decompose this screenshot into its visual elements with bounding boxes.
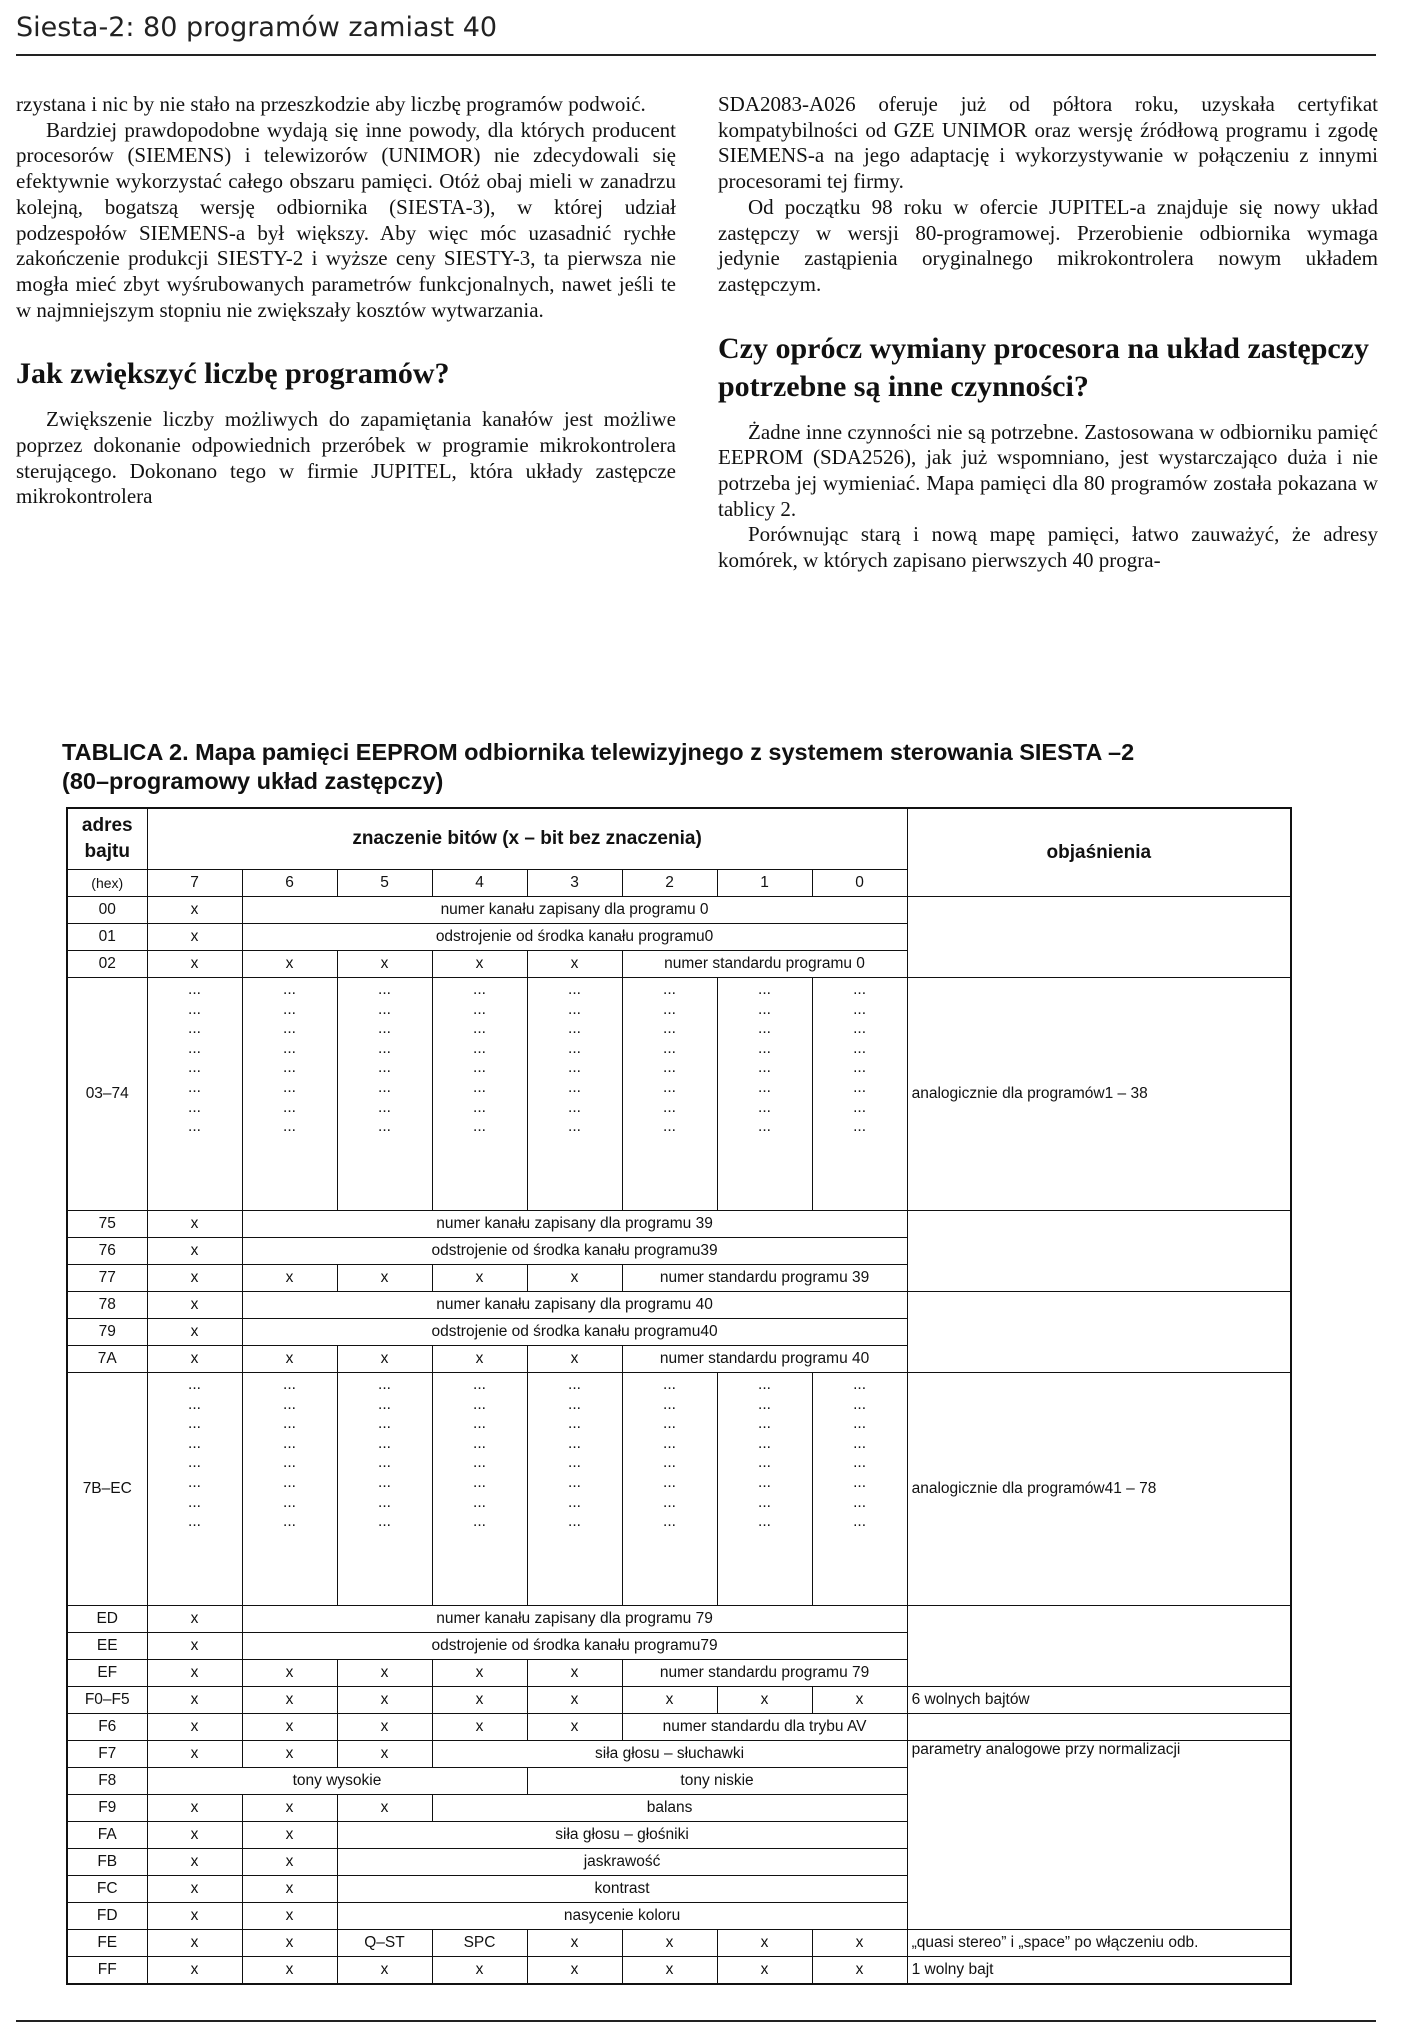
- meaning-cell: siła głosu – słuchawki: [432, 1741, 907, 1768]
- table-caption-line1: TABLICA 2. Mapa pamięci EEPROM odbiornika telewizyjnego z systemem sterowania SIESTA –2: [62, 739, 1135, 765]
- eeprom-memory-map-table: [66, 807, 1292, 1985]
- meaning-cell: odstrojenie od środka kanału programu79: [242, 1633, 907, 1660]
- table-row: [67, 1606, 1291, 1633]
- bit-3-header: 3: [527, 870, 622, 897]
- bit-cell: x: [812, 1930, 907, 1957]
- address-cell: 7B–EC: [67, 1373, 147, 1606]
- address-cell: FA: [67, 1822, 147, 1849]
- address-cell: 7A: [67, 1346, 147, 1373]
- table-row: [67, 1741, 1291, 1768]
- bit-cell: x: [337, 1687, 432, 1714]
- address-cell: F8: [67, 1768, 147, 1795]
- explanation-cell: [907, 897, 1291, 978]
- bit-cell: x: [337, 1741, 432, 1768]
- bit-cell: x: [147, 1265, 242, 1292]
- header-bit-meaning: znaczenie bitów (x – bit bez znaczenia): [147, 808, 907, 870]
- bit-cell: x: [527, 951, 622, 978]
- bit-cell: x: [337, 1265, 432, 1292]
- bit-cell: x: [527, 1930, 622, 1957]
- bit-cell: x: [527, 1265, 622, 1292]
- explanation-cell: [907, 1292, 1291, 1373]
- bit-cell: x: [527, 1346, 622, 1373]
- body-paragraph: Zwiększenie liczby możliwych do zapamiętania kanałów jest możliwe poprzez dokonanie odpowiednich przeróbek w programie mikrokontrolera sterującego. Dokonano tego w firmie JUPITEL, która układy zastępcze mikrokontrolera: [16, 407, 676, 509]
- table-caption-line2: (80–programowy układ zastępczy): [62, 768, 444, 794]
- bit-cell: x: [147, 1238, 242, 1265]
- bit-cell: x: [717, 1687, 812, 1714]
- bit-cell: x: [242, 1660, 337, 1687]
- explanation-cell: [907, 1606, 1291, 1687]
- bit-cell: x: [242, 1687, 337, 1714]
- bit-cell: x: [242, 1714, 337, 1741]
- bit-cell: x: [432, 1346, 527, 1373]
- ellipsis-cell: ... ... ... ... ... ... ... ...: [337, 1373, 432, 1606]
- explanation-cell: parametry analogowe przy normalizacji: [907, 1741, 1291, 1930]
- ellipsis-cell: ... ... ... ... ... ... ... ...: [622, 978, 717, 1211]
- bit-cell: x: [432, 951, 527, 978]
- address-cell: F7: [67, 1741, 147, 1768]
- running-header: Siesta-2: 80 programów zamiast 40: [16, 12, 498, 43]
- right-text-column: [718, 92, 1378, 574]
- table-row: [67, 1211, 1291, 1238]
- explanation-cell: [907, 1211, 1291, 1292]
- bit-cell: x: [147, 1633, 242, 1660]
- bit-cell: x: [147, 1741, 242, 1768]
- bit-cell: x: [147, 1822, 242, 1849]
- bit-cell: x: [147, 897, 242, 924]
- bit-cell: x: [147, 1930, 242, 1957]
- bit-cell: x: [527, 1687, 622, 1714]
- table-row: [67, 1292, 1291, 1319]
- bit-cell: x: [147, 1903, 242, 1930]
- bit-cell: x: [337, 1660, 432, 1687]
- bit-cell: x: [622, 1687, 717, 1714]
- meaning-cell: numer standardu programu 40: [622, 1346, 907, 1373]
- bit-cell: x: [147, 1957, 242, 1985]
- meaning-cell: odstrojenie od środka kanału programu0: [242, 924, 907, 951]
- bit-cell: x: [147, 1714, 242, 1741]
- bit-cell: x: [527, 1957, 622, 1985]
- table-caption: [62, 738, 1322, 796]
- address-cell: F9: [67, 1795, 147, 1822]
- meaning-cell: numer kanału zapisany dla programu 79: [242, 1606, 907, 1633]
- explanation-cell: „quasi stereo” i „space” po włączeniu odb.: [907, 1930, 1291, 1957]
- meaning-cell: nasycenie koloru: [337, 1903, 907, 1930]
- address-cell: 03–74: [67, 978, 147, 1211]
- bit-cell: x: [242, 1849, 337, 1876]
- bit-4-header: 4: [432, 870, 527, 897]
- ellipsis-cell: ... ... ... ... ... ... ... ...: [527, 1373, 622, 1606]
- meaning-cell: tony niskie: [527, 1768, 907, 1795]
- bit-cell: x: [242, 1876, 337, 1903]
- explanation-cell: 6 wolnych bajtów: [907, 1687, 1291, 1714]
- bit-cell: x: [147, 1687, 242, 1714]
- meaning-cell: numer kanału zapisany dla programu 40: [242, 1292, 907, 1319]
- address-cell: F0–F5: [67, 1687, 147, 1714]
- meaning-cell: tony wysokie: [147, 1768, 527, 1795]
- explanation-cell: analogicznie dla programów1 – 38: [907, 978, 1291, 1211]
- bit-cell: x: [147, 1606, 242, 1633]
- ellipsis-cell: ... ... ... ... ... ... ... ...: [527, 978, 622, 1211]
- ellipsis-cell: ... ... ... ... ... ... ... ...: [337, 978, 432, 1211]
- bit-cell: x: [337, 1957, 432, 1985]
- table-header-row: [67, 808, 1291, 870]
- meaning-cell: odstrojenie od środka kanału programu40: [242, 1319, 907, 1346]
- bit-cell: x: [147, 1795, 242, 1822]
- bit-cell: x: [147, 1849, 242, 1876]
- address-cell: F6: [67, 1714, 147, 1741]
- meaning-cell: numer kanału zapisany dla programu 39: [242, 1211, 907, 1238]
- header-rule: [16, 54, 1376, 56]
- bit-cell: x: [242, 1795, 337, 1822]
- table-row: [67, 1930, 1291, 1957]
- ellipsis-cell: ... ... ... ... ... ... ... ...: [812, 978, 907, 1211]
- bit-cell: x: [242, 1265, 337, 1292]
- bit-cell: x: [242, 951, 337, 978]
- table-row: [67, 978, 1291, 1211]
- bit-cell: x: [717, 1957, 812, 1985]
- bit-cell: SPC: [432, 1930, 527, 1957]
- address-cell: EE: [67, 1633, 147, 1660]
- bit-5-header: 5: [337, 870, 432, 897]
- ellipsis-cell: ... ... ... ... ... ... ... ...: [147, 978, 242, 1211]
- footer-rule: [16, 2020, 1376, 2022]
- table-row: [67, 897, 1291, 924]
- meaning-cell: jaskrawość: [337, 1849, 907, 1876]
- bit-cell: x: [432, 1957, 527, 1985]
- header-hex: (hex): [67, 870, 147, 897]
- meaning-cell: numer standardu dla trybu AV: [622, 1714, 907, 1741]
- ellipsis-cell: ... ... ... ... ... ... ... ...: [242, 978, 337, 1211]
- address-cell: 79: [67, 1319, 147, 1346]
- address-cell: 00: [67, 897, 147, 924]
- bit-cell: x: [147, 1292, 242, 1319]
- address-cell: FB: [67, 1849, 147, 1876]
- explanation-cell: 1 wolny bajt: [907, 1957, 1291, 1985]
- bit-cell: x: [527, 1714, 622, 1741]
- ellipsis-cell: ... ... ... ... ... ... ... ...: [147, 1373, 242, 1606]
- address-cell: 76: [67, 1238, 147, 1265]
- bit-cell: x: [242, 1346, 337, 1373]
- bit-cell: x: [812, 1687, 907, 1714]
- bit-cell: x: [147, 1346, 242, 1373]
- address-cell: ED: [67, 1606, 147, 1633]
- address-cell: 78: [67, 1292, 147, 1319]
- section-heading: Jak zwiększyć liczbę programów?: [16, 357, 450, 391]
- section-heading: Czy oprócz wymiany procesora na układ zastępczy potrzebne są inne czynności?: [718, 331, 1370, 403]
- left-text-column: [16, 92, 676, 510]
- address-cell: FD: [67, 1903, 147, 1930]
- ellipsis-cell: ... ... ... ... ... ... ... ...: [432, 1373, 527, 1606]
- meaning-cell: kontrast: [337, 1876, 907, 1903]
- bit-cell: x: [147, 1211, 242, 1238]
- bit-cell: x: [622, 1930, 717, 1957]
- bit-cell: x: [242, 1903, 337, 1930]
- meaning-cell: numer standardu programu 79: [622, 1660, 907, 1687]
- address-cell: 02: [67, 951, 147, 978]
- bit-cell: x: [527, 1660, 622, 1687]
- bit-cell: x: [147, 1876, 242, 1903]
- meaning-cell: numer kanału zapisany dla programu 0: [242, 897, 907, 924]
- meaning-cell: siła głosu – głośniki: [337, 1822, 907, 1849]
- bit-cell: x: [147, 951, 242, 978]
- ellipsis-cell: ... ... ... ... ... ... ... ...: [717, 978, 812, 1211]
- explanation-cell: [907, 1714, 1291, 1741]
- address-cell: 01: [67, 924, 147, 951]
- body-paragraph: Bardziej prawdopodobne wydają się inne powody, dla których producent procesorów (SIEMENS) i telewizorów (UNIMOR) nie zdecydowali się efektywnie wykorzystać całego obszaru pamięci. Otóż obaj mieli w zanadrzu kolejną, bogatszą wersję odbiornika (SIESTA-3), w której udział podzespołów SIEMENS-a był większy. Aby więc móc uzasadnić rychłe zakończenie produkcji SIESTY-2 i wyższe ceny SIESTY-3, ta pierwsza nie mogła mieć zbyt wyśrubowanych parametrów funkcjonalnych, nawet jeśli te w najmniejszym stopniu nie zwiększały kosztów wytwarzania.: [16, 117, 676, 322]
- body-paragraph: Od początku 98 roku w ofercie JUPITEL-a znajduje się nowy układ zastępczy w wersji 80-programowej. Przerobienie odbiornika wymaga jedynie zastąpienia oryginalnego mikrokontrolera nowym układem zastępczym.: [718, 194, 1378, 296]
- meaning-cell: numer standardu programu 39: [622, 1265, 907, 1292]
- body-paragraph: rzystana i nic by nie stało na przeszkodzie aby liczbę programów podwoić.: [16, 92, 646, 116]
- explanation-cell: analogicznie dla programów41 – 78: [907, 1373, 1291, 1606]
- address-cell: EF: [67, 1660, 147, 1687]
- bit-cell: x: [432, 1660, 527, 1687]
- bit-cell: x: [717, 1930, 812, 1957]
- bit-cell: x: [242, 1957, 337, 1985]
- body-paragraph: Porównując starą i nową mapę pamięci, łatwo zauważyć, że adresy komórek, w których zapisano pierwszych 40 progra-: [718, 522, 1378, 573]
- body-paragraph: Żadne inne czynności nie są potrzebne. Zastosowana w odbiorniku pamięć EEPROM (SDA2526), jak już wspomniano, jest wystarczająco duża i nie potrzeba jej wymieniać. Mapa pamięci dla 80 programów została pokazana w tablicy 2.: [718, 419, 1378, 521]
- bit-7-header: 7: [147, 870, 242, 897]
- bit-cell: x: [432, 1687, 527, 1714]
- bit-cell: x: [337, 951, 432, 978]
- bit-cell: x: [812, 1957, 907, 1985]
- bit-cell: x: [337, 1714, 432, 1741]
- meaning-cell: odstrojenie od środka kanału programu39: [242, 1238, 907, 1265]
- meaning-cell: balans: [432, 1795, 907, 1822]
- bit-cell: x: [432, 1714, 527, 1741]
- bit-cell: x: [242, 1741, 337, 1768]
- bit-cell: x: [147, 1319, 242, 1346]
- body-paragraph: SDA2083-A026 oferuje już od półtora roku, uzyskała certyfikat kompatybilności od GZE UNIMOR oraz wersję źródłową programu i zgodę SIEMENS-a na jego adaptację i wykorzystywanie w połączeniu z innymi procesorami tej firmy.: [718, 92, 1378, 194]
- bit-2-header: 2: [622, 870, 717, 897]
- bit-cell: x: [432, 1265, 527, 1292]
- bit-0-header: 0: [812, 870, 907, 897]
- bit-6-header: 6: [242, 870, 337, 897]
- meaning-cell: numer standardu programu 0: [622, 951, 907, 978]
- address-cell: FF: [67, 1957, 147, 1985]
- header-explanation: objaśnienia: [907, 808, 1291, 897]
- ellipsis-cell: ... ... ... ... ... ... ... ...: [812, 1373, 907, 1606]
- bit-cell: x: [337, 1795, 432, 1822]
- address-cell: 75: [67, 1211, 147, 1238]
- bit-cell: x: [242, 1822, 337, 1849]
- header-address: adres bajtu: [67, 808, 147, 870]
- bit-cell: x: [147, 1660, 242, 1687]
- address-cell: FC: [67, 1876, 147, 1903]
- bit-cell: x: [242, 1930, 337, 1957]
- address-cell: 77: [67, 1265, 147, 1292]
- ellipsis-cell: ... ... ... ... ... ... ... ...: [432, 978, 527, 1211]
- table-row: [67, 1714, 1291, 1741]
- bit-cell: x: [147, 924, 242, 951]
- bit-cell: Q–ST: [337, 1930, 432, 1957]
- bit-cell: x: [337, 1346, 432, 1373]
- bit-cell: x: [622, 1957, 717, 1985]
- table-row: [67, 1957, 1291, 1985]
- ellipsis-cell: ... ... ... ... ... ... ... ...: [242, 1373, 337, 1606]
- bit-1-header: 1: [717, 870, 812, 897]
- table-row: [67, 1373, 1291, 1606]
- ellipsis-cell: ... ... ... ... ... ... ... ...: [717, 1373, 812, 1606]
- address-cell: FE: [67, 1930, 147, 1957]
- table-row: [67, 1687, 1291, 1714]
- ellipsis-cell: ... ... ... ... ... ... ... ...: [622, 1373, 717, 1606]
